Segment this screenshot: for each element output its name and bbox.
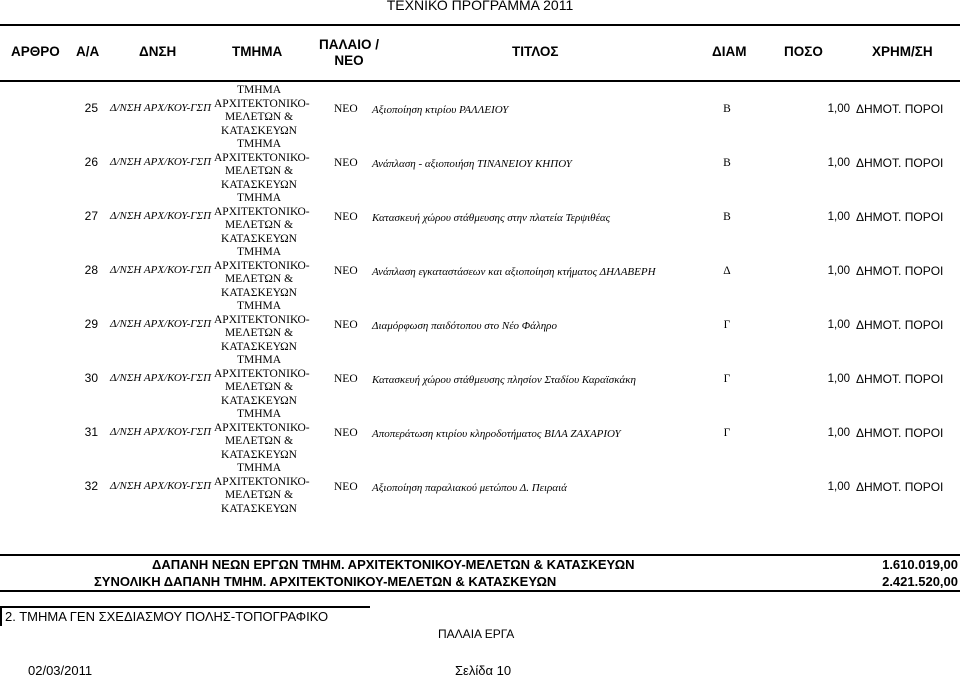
row-dnsi: Δ/ΝΣΗ ΑΡΧ/ΚΟΥ-ΓΣΠ: [110, 318, 212, 330]
summary-total-label: ΣΥΝΟΛΙΚΗ ΔΑΠΑΝΗ ΤΜΗΜ. ΑΡΧΙΤΕΚΤΟΝΙΚΟΥ-ΜΕΛΕΤΩΝ & ΚΑΤΑΣΚΕΥΩΝ: [94, 574, 557, 589]
table-row: [0, 406, 960, 460]
row-dnsi: Δ/ΝΣΗ ΑΡΧ/ΚΟΥ-ΓΣΠ: [110, 102, 212, 114]
row-titlos: Ανάπλαση - αξιοποιήση ΤΙΝΑΝΕΙΟΥ ΚΗΠΟΥ: [372, 158, 572, 170]
document-title: ΤΕΧΝΙΚΟ ΠΡΟΓΡΑΜΜΑ 2011: [386, 0, 574, 13]
footer-date: 02/03/2011: [28, 663, 93, 678]
table-row: [0, 190, 960, 244]
tmima-line: ΚΑΤΑΣΚΕΥΩΝ: [221, 502, 297, 515]
row-aa: 28: [84, 263, 98, 277]
tmima-line: ΚΑΤΑΣΚΕΥΩΝ: [221, 124, 297, 137]
header-top-rule: [0, 24, 960, 26]
row-aa: 25: [84, 101, 98, 115]
header-dnsi: ΔΝΣΗ: [139, 44, 177, 59]
row-dnsi: Δ/ΝΣΗ ΑΡΧ/ΚΟΥ-ΓΣΠ: [110, 156, 212, 168]
section-left-rule: [0, 606, 2, 626]
tmima-line: ΤΜΗΜΑ: [236, 354, 282, 366]
row-diam: Β: [723, 211, 731, 223]
header-diam: ΔΙΑΜ: [712, 44, 747, 59]
row-titlos: Αξιοποίηση κτιρίου ΡΑΛΛΕΙΟΥ: [372, 104, 509, 116]
table-row: [0, 352, 960, 406]
row-tmima: [214, 462, 310, 516]
row-aa: 29: [84, 317, 98, 331]
row-dnsi: Δ/ΝΣΗ ΑΡΧ/ΚΟΥ-ΓΣΠ: [110, 480, 212, 492]
row-titlos: Ανάπλαση εγκαταστάσεων και αξιοποίηση κτήματος ΔΗΛΑΒΕΡΗ: [372, 266, 656, 278]
row-tmima: [214, 84, 310, 138]
row-poso: 1,00: [827, 157, 850, 169]
header-xrimatodotisi: ΧΡΗΜ/ΣΗ: [872, 44, 933, 59]
row-aa: 26: [84, 155, 98, 169]
row-xrimatodotisi: ΔΗΜΟΤ. ΠΟΡΟΙ: [856, 102, 944, 116]
tmima-line: ΑΡΧΙΤΕΚΤΟΝΙΚΟ-: [214, 367, 310, 380]
row-poso: 1,00: [827, 319, 850, 331]
tmima-line: ΜΕΛΕΤΩΝ &: [224, 219, 294, 231]
row-aa: 30: [84, 371, 98, 385]
row-neo: ΝΕΟ: [334, 265, 358, 277]
tmima-line: ΜΕΛΕΤΩΝ &: [224, 111, 294, 123]
row-dnsi: Δ/ΝΣΗ ΑΡΧ/ΚΟΥ-ΓΣΠ: [110, 264, 212, 276]
header-arthro: ΑΡΘΡΟ: [11, 44, 60, 59]
row-xrimatodotisi: ΔΗΜΟΤ. ΠΟΡΟΙ: [856, 318, 944, 332]
row-xrimatodotisi: ΔΗΜΟΤ. ΠΟΡΟΙ: [856, 480, 944, 494]
summary-new-value: 1.610.019,00: [882, 557, 958, 572]
tmima-line: ΚΑΤΑΣΚΕΥΩΝ: [221, 448, 297, 461]
tmima-line: ΜΕΛΕΤΩΝ &: [224, 165, 294, 177]
tmima-line: ΑΡΧΙΤΕΚΤΟΝΙΚΟ-: [214, 259, 310, 272]
row-tmima: [214, 300, 310, 354]
table-row: [0, 298, 960, 352]
header-poso: ΠΟΣΟ: [784, 44, 823, 59]
tmima-line: ΤΜΗΜΑ: [236, 192, 282, 204]
section-subtitle: ΠΑΛΑΙΑ ΕΡΓΑ: [438, 627, 515, 641]
row-diam: Β: [723, 157, 731, 169]
row-aa: 32: [84, 479, 98, 493]
section-top-rule: [0, 606, 370, 608]
row-dnsi: Δ/ΝΣΗ ΑΡΧ/ΚΟΥ-ΓΣΠ: [110, 426, 212, 438]
row-titlos: Αξιοποίηση παραλιακού μετώπου Δ. Πειραιά: [372, 482, 567, 494]
tmima-line: ΑΡΧΙΤΕΚΤΟΝΙΚΟ-: [214, 97, 310, 110]
row-poso: 1,00: [827, 103, 850, 115]
row-diam: Β: [723, 103, 731, 115]
tmima-line: ΜΕΛΕΤΩΝ &: [224, 489, 294, 501]
row-titlos: Κατασκευή χώρου στάθμευσης στην πλατεία Τερψιθέας: [372, 212, 611, 224]
summary-top-rule: [0, 554, 960, 556]
tmima-line: ΜΕΛΕΤΩΝ &: [224, 273, 294, 285]
row-neo: ΝΕΟ: [334, 427, 358, 439]
row-tmima: [214, 246, 310, 300]
tmima-line: ΤΜΗΜΑ: [236, 84, 282, 96]
row-neo: ΝΕΟ: [334, 319, 358, 331]
tmima-line: ΑΡΧΙΤΕΚΤΟΝΙΚΟ-: [214, 475, 310, 488]
row-tmima: [214, 138, 310, 192]
tmima-line: ΚΑΤΑΣΚΕΥΩΝ: [221, 178, 297, 191]
table-row: [0, 244, 960, 298]
row-diam: Δ: [723, 265, 731, 277]
header-tmima: ΤΜΗΜΑ: [232, 44, 283, 59]
row-dnsi: Δ/ΝΣΗ ΑΡΧ/ΚΟΥ-ΓΣΠ: [110, 210, 212, 222]
row-neo: ΝΕΟ: [334, 103, 358, 115]
tmima-line: ΑΡΧΙΤΕΚΤΟΝΙΚΟ-: [214, 313, 310, 326]
row-diam: Γ: [723, 373, 731, 385]
header-titlos: ΤΙΤΛΟΣ: [512, 44, 559, 59]
row-aa: 31: [84, 425, 98, 439]
table-row: [0, 460, 960, 514]
row-xrimatodotisi: ΔΗΜΟΤ. ΠΟΡΟΙ: [856, 426, 944, 440]
row-titlos: Διαμόρφωση παιδότοπου στο Νέο Φάληρο: [372, 320, 557, 332]
tmima-line: ΚΑΤΑΣΚΕΥΩΝ: [221, 286, 297, 299]
tmima-line: ΤΜΗΜΑ: [236, 138, 282, 150]
summary-total-value: 2.421.520,00: [882, 574, 958, 589]
row-poso: 1,00: [827, 265, 850, 277]
tmima-line: ΤΜΗΜΑ: [236, 246, 282, 258]
header-aa: Α/Α: [76, 44, 100, 59]
summary-bottom-rule: [0, 590, 960, 592]
row-diam: Γ: [723, 427, 731, 439]
tmima-line: ΜΕΛΕΤΩΝ &: [224, 381, 294, 393]
row-tmima: [214, 354, 310, 408]
row-tmima: [214, 408, 310, 462]
header-palaio-line2: ΝΕΟ: [334, 53, 364, 68]
row-dnsi: Δ/ΝΣΗ ΑΡΧ/ΚΟΥ-ΓΣΠ: [110, 372, 212, 384]
row-xrimatodotisi: ΔΗΜΟΤ. ΠΟΡΟΙ: [856, 156, 944, 170]
row-poso: 1,00: [827, 373, 850, 385]
table-row: [0, 136, 960, 190]
footer-page: Σελίδα 10: [455, 663, 512, 678]
row-poso: 1,00: [827, 427, 850, 439]
row-poso: 1,00: [827, 481, 850, 493]
table-row: [0, 82, 960, 136]
tmima-line: ΑΡΧΙΤΕΚΤΟΝΙΚΟ-: [214, 205, 310, 218]
tmima-line: ΚΑΤΑΣΚΕΥΩΝ: [221, 340, 297, 353]
tmima-line: ΜΕΛΕΤΩΝ &: [224, 435, 294, 447]
row-xrimatodotisi: ΔΗΜΟΤ. ΠΟΡΟΙ: [856, 210, 944, 224]
row-neo: ΝΕΟ: [334, 211, 358, 223]
tmima-line: ΑΡΧΙΤΕΚΤΟΝΙΚΟ-: [214, 151, 310, 164]
row-titlos: Αποπεράτωση κτιρίου κληροδοτήματος ΒΙΛΑ ΖΑΧΑΡΙΟΥ: [372, 428, 621, 440]
header-palaio-line1: ΠΑΛΑΙΟ /: [318, 37, 379, 52]
tmima-line: ΤΜΗΜΑ: [236, 300, 282, 312]
section-title: 2. ΤΜΗΜΑ ΓΕΝ ΣΧΕΔΙΑΣΜΟΥ ΠΟΛΗΣ-ΤΟΠΟΓΡΑΦΙΚΟ: [5, 609, 329, 624]
row-aa: 27: [84, 209, 98, 223]
row-diam: Γ: [723, 319, 731, 331]
tmima-line: ΜΕΛΕΤΩΝ &: [224, 327, 294, 339]
header-palaio-neo: [316, 37, 382, 69]
row-neo: ΝΕΟ: [334, 373, 358, 385]
tmima-line: ΑΡΧΙΤΕΚΤΟΝΙΚΟ-: [214, 421, 310, 434]
tmima-line: ΚΑΤΑΣΚΕΥΩΝ: [221, 232, 297, 245]
summary-new-label: ΔΑΠΑΝΗ ΝΕΩΝ ΕΡΓΩΝ ΤΜΗΜ. ΑΡΧΙΤΕΚΤΟΝΙΚΟΥ-ΜΕΛΕΤΩΝ & ΚΑΤΑΣΚΕΥΩΝ: [152, 557, 635, 572]
tmima-line: ΤΜΗΜΑ: [236, 408, 282, 420]
row-neo: ΝΕΟ: [334, 481, 358, 493]
tmima-line: ΚΑΤΑΣΚΕΥΩΝ: [221, 394, 297, 407]
row-poso: 1,00: [827, 211, 850, 223]
row-xrimatodotisi: ΔΗΜΟΤ. ΠΟΡΟΙ: [856, 264, 944, 278]
row-xrimatodotisi: ΔΗΜΟΤ. ΠΟΡΟΙ: [856, 372, 944, 386]
row-tmima: [214, 192, 310, 246]
row-neo: ΝΕΟ: [334, 157, 358, 169]
row-titlos: Κατασκευή χώρου στάθμευσης πλησίον Σταδίου Καραϊσκάκη: [372, 374, 637, 386]
tmima-line: ΤΜΗΜΑ: [236, 462, 282, 474]
